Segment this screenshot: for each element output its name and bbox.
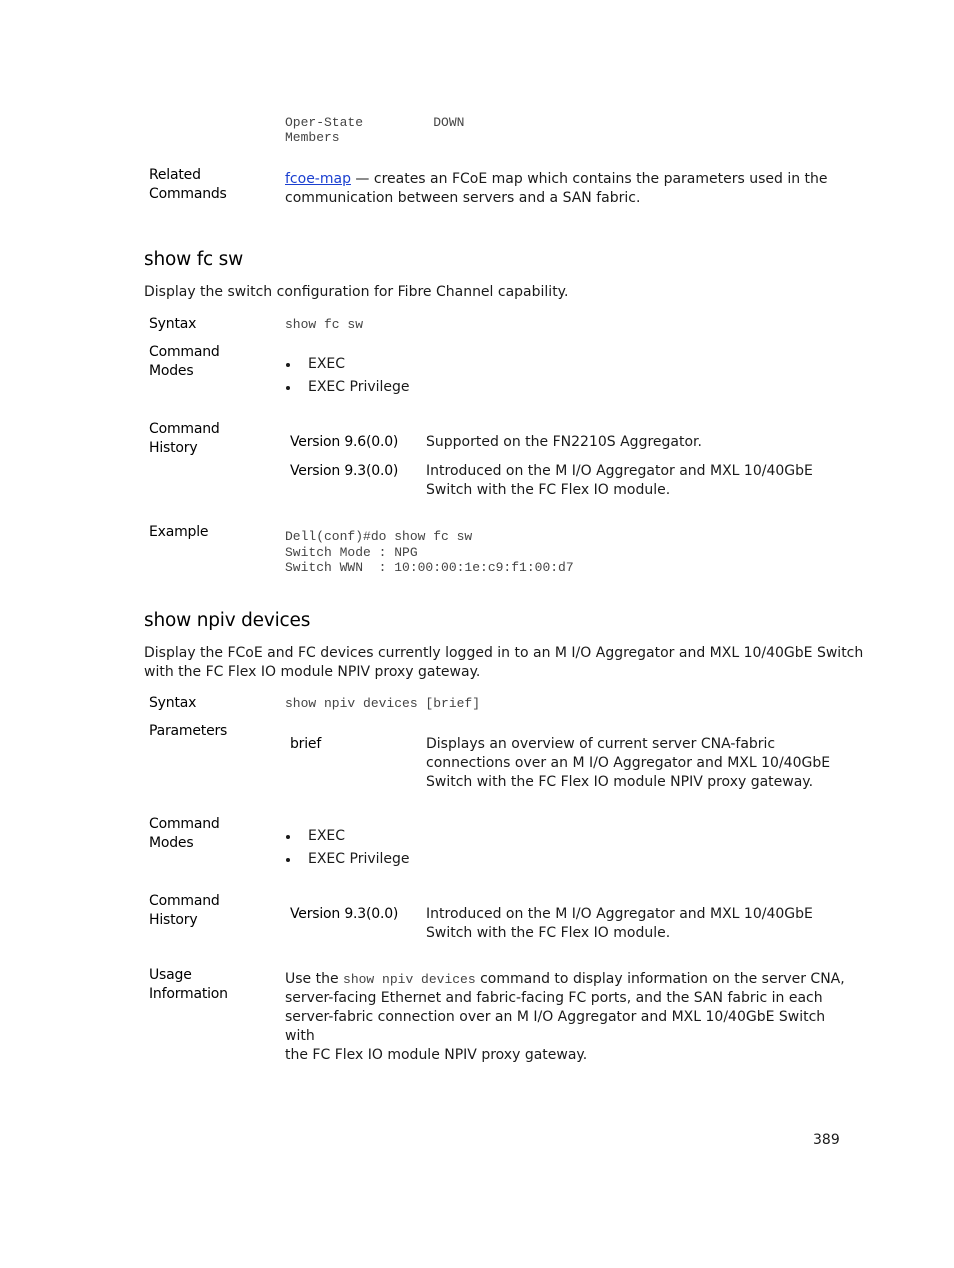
related-commands-text (285, 170, 845, 208)
history-description: Supported on the FN2210S Aggregator. (426, 434, 702, 450)
code-line: Dell(conf)#do show fc sw (285, 529, 473, 544)
command-modes-list (285, 827, 410, 872)
desc-line: connections over an M I/O Aggregator and MXL 10/40GbE (426, 755, 831, 771)
list-item: EXEC Privilege (285, 850, 410, 869)
list-item: EXEC (285, 355, 410, 374)
history-description (426, 905, 813, 943)
label-line: Information (149, 986, 228, 1002)
label-line: Command (149, 893, 220, 909)
usage-text: command to display information on the server CNA, (475, 971, 845, 987)
label-line: Related (149, 167, 201, 183)
usage-line-2: server-facing Ethernet and fabric-facing FC ports, and the SAN fabric in each (285, 990, 823, 1006)
related-line-1 (285, 170, 845, 189)
command-history-label (149, 420, 220, 458)
usage-inline-code: show npiv devices (343, 972, 476, 987)
history-version: Version 9.3(0.0) (290, 906, 399, 922)
desc-line: Displays an overview of current server CNA-fabric (426, 736, 776, 752)
section-heading-show-fc-sw: show fc sw (144, 249, 244, 270)
usage-information-text (285, 970, 845, 1065)
label-line: Modes (149, 835, 194, 851)
syntax-label: Syntax (149, 316, 197, 332)
syntax-label: Syntax (149, 695, 197, 711)
history-version: Version 9.3(0.0) (290, 463, 399, 479)
usage-line-3: server-fabric connection over an M I/O Aggregator and MXL 10/40GbE Switch with (285, 1009, 826, 1044)
usage-text: Use the (285, 971, 344, 987)
list-item: EXEC (285, 827, 410, 846)
label-line: Command (149, 421, 220, 437)
command-modes-list (285, 355, 410, 400)
label-line: History (149, 440, 198, 456)
param-description (426, 735, 830, 792)
code-line-oper-state: Oper-State DOWN (285, 115, 465, 130)
section-description: Display the switch configuration for Fibre Channel capability. (144, 284, 569, 300)
desc-line: with the FC Flex IO module NPIV proxy gateway. (144, 664, 481, 680)
related-line-2: communication between servers and a SAN fabric. (285, 190, 641, 206)
usage-line-1 (285, 970, 845, 989)
usage-information-label (149, 966, 228, 1004)
desc-line: Switch with the FC Flex IO module NPIV proxy gateway. (426, 774, 814, 790)
desc-line: Introduced on the M I/O Aggregator and MXL 10/40GbE (426, 463, 813, 479)
label-line: Command (149, 816, 220, 832)
desc-line: Switch with the FC Flex IO module. (426, 482, 671, 498)
syntax-code: show fc sw (285, 317, 364, 332)
history-version: Version 9.6(0.0) (290, 434, 399, 450)
related-commands-label (149, 166, 227, 204)
list-item: EXEC Privilege (285, 378, 410, 397)
related-text: — creates an FCoE map which contains the parameters used in the (350, 171, 828, 187)
param-name: brief (290, 736, 322, 752)
example-code (285, 529, 574, 576)
desc-line: Display the FCoE and FC devices currently logged in to an M I/O Aggregator and MXL 10/40GbE Switch (144, 645, 864, 661)
label-line: Commands (149, 186, 227, 202)
example-label: Example (149, 524, 209, 540)
section-description (144, 644, 863, 682)
label-line: Usage (149, 967, 192, 983)
parameters-label: Parameters (149, 723, 228, 739)
page-number: 389 (813, 1132, 840, 1148)
command-history-label (149, 892, 220, 930)
section-heading-show-npiv-devices: show npiv devices (144, 610, 311, 631)
code-line: Switch WWN : 10:00:00:1e:c9:f1:00:d7 (285, 560, 574, 575)
desc-line: Switch with the FC Flex IO module. (426, 925, 671, 941)
label-line: History (149, 912, 198, 928)
fcoe-map-link[interactable]: fcoe-map (285, 171, 351, 187)
usage-line-4: the FC Flex IO module NPIV proxy gateway. (285, 1047, 588, 1063)
history-description (426, 462, 813, 500)
label-line: Modes (149, 363, 194, 379)
command-modes-label (149, 815, 220, 853)
code-line-members: Members (285, 130, 340, 145)
command-modes-label (149, 343, 220, 381)
desc-line: Introduced on the M I/O Aggregator and MXL 10/40GbE (426, 906, 813, 922)
code-line: Switch Mode : NPG (285, 544, 418, 560)
syntax-code: show npiv devices [brief] (285, 696, 481, 711)
label-line: Command (149, 344, 220, 360)
